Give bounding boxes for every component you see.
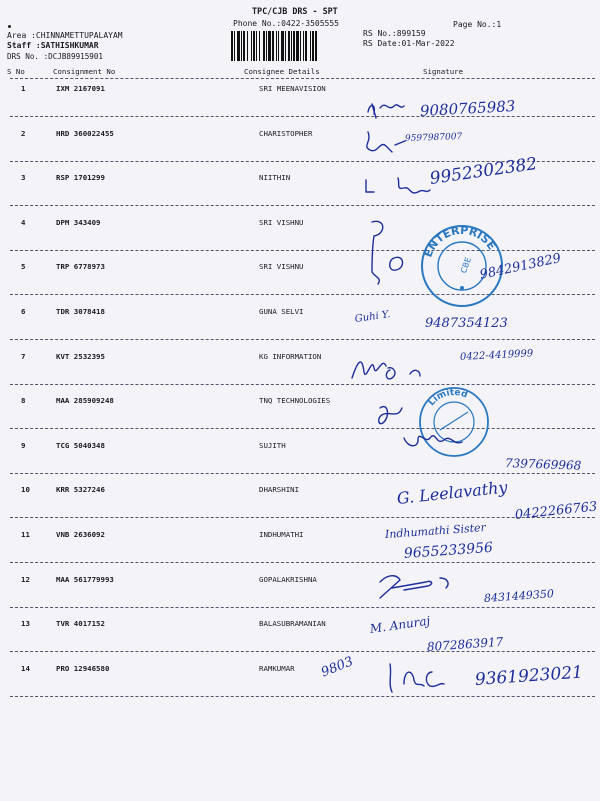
handwritten-note: Guhi Y. <box>354 309 392 325</box>
handwritten-note: M. Anuraj <box>369 613 432 636</box>
signature-scribble <box>366 178 430 193</box>
signature-scribble <box>380 576 448 598</box>
signature-scribble <box>390 664 444 692</box>
col-signature: Signature <box>423 67 464 76</box>
row-consignee: NIITHIN <box>259 173 291 183</box>
row-sno: 14 <box>21 663 30 673</box>
row-sno: 9 <box>21 440 26 450</box>
handwritten-note: 9803 <box>319 654 356 681</box>
signature-scribble <box>368 104 404 118</box>
row-consignment: TRP 6778973 <box>56 262 105 272</box>
row-consignment: PRO 12946580 <box>56 663 110 673</box>
row-consignment: TVR 4017152 <box>56 619 105 629</box>
handwritten-note: 9952302382 <box>428 154 539 189</box>
row-consignment: TDR 3078418 <box>56 307 105 316</box>
rs-date: RS Date:01-Mar-2022 <box>363 39 455 48</box>
stamp-text-enterprise: ENTERPRISE <box>421 224 499 260</box>
row-consignment: RSP 1701299 <box>56 173 105 183</box>
row-consignment: VNB 2636092 <box>56 530 105 539</box>
signature-scribble <box>372 221 403 284</box>
drs-number: DRS No. :DCJB89915901 <box>7 52 104 61</box>
signature-scribble <box>379 407 462 446</box>
row-sno: 6 <box>21 307 26 316</box>
handwritten-note: 8431449350 <box>483 587 555 605</box>
svg-text:CBE: CBE <box>459 256 473 275</box>
row-sno: 3 <box>21 173 26 183</box>
row-consignee: BALASUBRAMANIAN <box>259 619 326 629</box>
row-consignee: GUNA SELVI <box>259 307 304 316</box>
row-sno: 2 <box>21 128 26 138</box>
handwritten-note: 9487354123 <box>425 316 508 331</box>
handwritten-note: 0422-4419999 <box>459 348 534 363</box>
row-sno: 7 <box>21 351 26 361</box>
col-consignment: Consignment No <box>53 67 116 76</box>
row-consignee: GOPALAKRISHNA <box>259 574 317 584</box>
row-sno: 4 <box>21 217 26 227</box>
rs-number: RS No.:899159 <box>363 29 426 38</box>
row-consignee: CHARISTOPHER <box>259 128 313 138</box>
handwritten-note: 0422266763 <box>514 499 599 523</box>
handwritten-note: 9842913829 <box>478 250 563 283</box>
handwritten-note: 7397669968 <box>504 456 582 473</box>
handwritten-note: 8072863917 <box>426 634 504 654</box>
row-sno: 8 <box>21 396 26 406</box>
row-sno: 12 <box>21 574 30 584</box>
page-number: Page No.:1 <box>453 20 502 29</box>
row-consignment: KRR 5327246 <box>56 485 105 495</box>
col-sno: S No <box>7 67 25 76</box>
row-sno: 5 <box>21 262 26 272</box>
document-title: TPC/CJB DRS - SPT <box>252 6 338 16</box>
signature-scribble <box>352 362 420 379</box>
row-consignment: HRD 360022455 <box>56 128 114 138</box>
handwritten-note: 9597987007 <box>404 132 463 144</box>
row-consignment: KVT 2532395 <box>56 351 105 361</box>
handwritten-note: 9361923021 <box>474 662 584 690</box>
signature-scribble <box>367 132 405 152</box>
row-sno: 1 <box>21 84 26 93</box>
row-consignment: MAA 285909248 <box>56 396 114 406</box>
stamp-text-limited: Limited <box>426 387 469 409</box>
row-consignee: SRI VISHNU <box>259 262 304 272</box>
area: Area :CHINNAMETTUPALAYAM <box>7 31 123 40</box>
staff-name: Staff :SATHISHKUMAR <box>7 41 99 50</box>
row-consignment: IXM 2167091 <box>56 84 105 93</box>
col-consignee: Consignee Details <box>244 67 320 76</box>
handwritten-note: G. Leelavathy <box>395 477 509 508</box>
row-consignee: INDHUMATHI <box>259 530 304 539</box>
row-consignee: SRI MEENAVISION <box>259 84 326 93</box>
row-consignment: DPM 343409 <box>56 217 101 227</box>
handwritten-note: 9655233956 <box>403 539 494 562</box>
row-consignee: SRI VISHNU <box>259 217 304 227</box>
row-sno: 10 <box>21 485 30 495</box>
row-consignee: KG INFORMATION <box>259 351 322 361</box>
row-consignee: DHARSHINI <box>259 485 300 495</box>
row-consignee: RAMKUMAR <box>259 663 295 673</box>
row-consignee: TNQ TECHNOLOGIES <box>259 396 331 406</box>
row-consignment: MAA 561779993 <box>56 574 114 584</box>
row-sno: 13 <box>21 619 30 629</box>
phone-number: Phone No.:0422-3505555 <box>233 19 339 28</box>
row-sno: 11 <box>21 530 30 539</box>
handwritten-note: Indhumathi Sister <box>384 520 487 541</box>
row-consignee: SUJITH <box>259 440 286 450</box>
row-consignment: TCG 5040348 <box>56 440 105 450</box>
handwritten-note: 9080765983 <box>419 97 516 120</box>
